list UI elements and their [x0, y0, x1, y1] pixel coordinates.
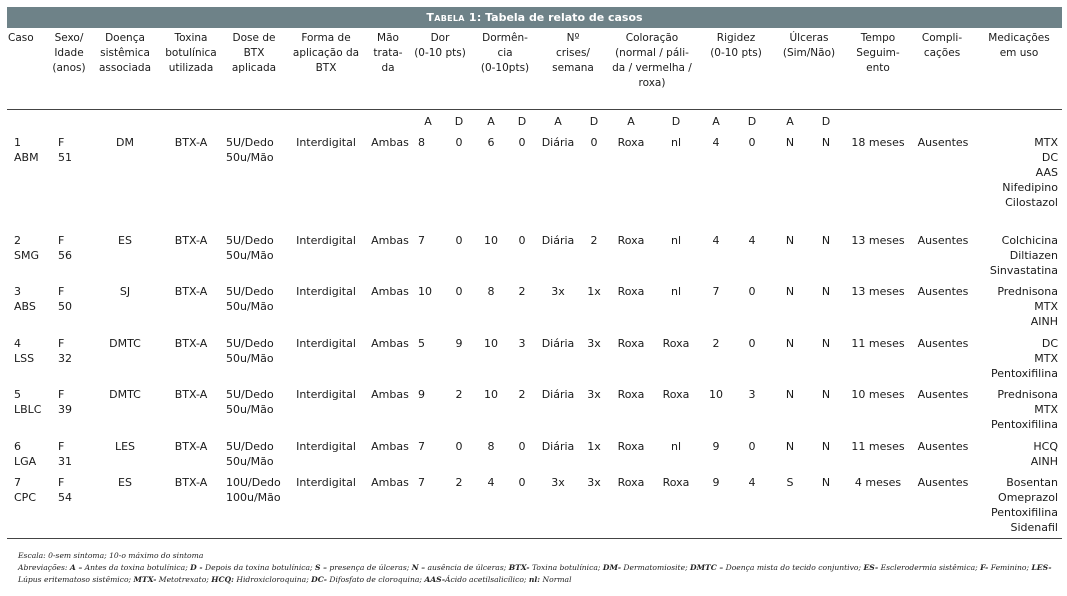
subheader-depois: D	[589, 115, 599, 128]
cell-ulc-a: N	[785, 440, 795, 453]
cell-dose: 5U/Dedo 50u/Mão	[226, 285, 274, 313]
cell-col-d: nl	[670, 234, 682, 247]
cell-mao: Ambas	[371, 440, 409, 453]
cell-dor-d: 9	[455, 337, 463, 350]
cell-sexo: F 51	[58, 136, 72, 164]
header-mao: Mão trata- da	[373, 32, 403, 74]
cell-toxina: BTX-A	[174, 285, 208, 298]
cell-dorm-d: 0	[518, 234, 526, 247]
subheader-antes: A	[554, 115, 562, 128]
cell-cr-d: 2	[590, 234, 598, 247]
cell-med: DC MTX Pentoxifilina	[990, 337, 1058, 380]
cell-col-a: Roxa	[617, 388, 645, 401]
cell-sexo: F 31	[58, 440, 72, 468]
cell-compl: Ausentes	[917, 337, 969, 350]
cell-tempo: 13 meses	[851, 285, 905, 298]
cell-toxina: BTX-A	[174, 136, 208, 149]
cell-rig-a: 4	[712, 136, 720, 149]
header-caso: Caso	[8, 32, 34, 44]
cell-forma: Interdigital	[296, 285, 356, 298]
abbreviation-key: ES-	[863, 563, 879, 572]
header-crises: Nº crises/ semana	[552, 32, 594, 74]
abbreviation-value: Ácido acetilsalicílico;	[445, 575, 529, 584]
cell-med: MTX DC AAS Nifedipino Cilostazol	[1002, 136, 1058, 209]
table-notes	[18, 550, 1058, 586]
cell-dor-d: 0	[455, 285, 463, 298]
abbreviations-prefix: Abreviações:	[18, 563, 70, 572]
abbreviation-key: DC-	[311, 575, 327, 584]
cell-doenca: SJ	[119, 285, 131, 298]
cell-compl: Ausentes	[917, 388, 969, 401]
cell-sexo: F 54	[58, 476, 72, 504]
cell-cr-d: 0	[590, 136, 598, 149]
abbreviation-value: Normal	[540, 575, 572, 584]
cell-doenca: ES	[118, 234, 132, 247]
cell-dor-a: 9	[418, 388, 425, 401]
abbreviation-value: Doença mista do tecido conjuntivo;	[723, 563, 864, 572]
cell-toxina: BTX-A	[174, 234, 208, 247]
cell-dose: 5U/Dedo 50u/Mão	[226, 234, 274, 262]
cell-cr-d: 3x	[587, 337, 601, 350]
table-title-text: : Tabela de relato de casos	[476, 11, 643, 24]
cell-dose: 5U/Dedo 50u/Mão	[226, 136, 274, 164]
cell-dose: 10U/Dedo 100u/Mão	[226, 476, 281, 504]
cell-sexo: F 50	[58, 285, 72, 313]
cell-cr-a: Diária	[541, 136, 575, 149]
cell-mao: Ambas	[371, 136, 409, 149]
cell-compl: Ausentes	[917, 136, 969, 149]
cell-caso: 2 SMG	[14, 234, 39, 262]
cell-cr-a: Diária	[541, 337, 575, 350]
cell-forma: Interdigital	[296, 388, 356, 401]
cell-dor-a: 7	[418, 440, 425, 453]
cell-dor-a: 8	[418, 136, 425, 149]
cell-cr-a: Diária	[541, 440, 575, 453]
abbreviation-value: ausência de úlceras;	[425, 563, 509, 572]
header-tempo: Tempo Seguim- ento	[856, 32, 900, 74]
header-coloracao: Coloração (normal / páli- da / vermelha / roxa)	[612, 32, 692, 89]
cell-caso: 6 LGA	[14, 440, 37, 468]
abbreviation-key: D -	[190, 563, 203, 572]
cell-cr-d: 1x	[587, 440, 601, 453]
cell-tempo: 18 meses	[851, 136, 905, 149]
cell-ulc-a: S	[786, 476, 794, 489]
cell-rig-d: 0	[748, 136, 756, 149]
cell-ulc-a: N	[785, 388, 795, 401]
abbreviation-value: Dermatomiosite;	[621, 563, 691, 572]
cell-col-d: Roxa	[662, 476, 690, 489]
cell-mao: Ambas	[371, 234, 409, 247]
subheader-antes: A	[786, 115, 794, 128]
cell-dorm-d: 2	[518, 285, 526, 298]
cell-med: Colchicina Diltiazen Sinvastatina	[989, 234, 1058, 277]
cell-ulc-d: N	[821, 285, 831, 298]
cell-dor-a: 7	[418, 476, 425, 489]
cell-dor-a: 10	[418, 285, 432, 298]
cell-doenca: ES	[118, 476, 132, 489]
cell-dorm-a: 10	[484, 337, 498, 350]
subheader-antes: A	[424, 115, 432, 128]
cell-ulc-d: N	[821, 337, 831, 350]
subheader-depois: D	[747, 115, 757, 128]
subheader-antes: A	[487, 115, 495, 128]
header-dor: Dor (0-10 pts)	[414, 32, 466, 59]
header-compl: Compli- cações	[921, 32, 963, 59]
cell-dorm-a: 8	[487, 285, 495, 298]
cell-dor-a: 5	[418, 337, 425, 350]
cell-doenca: LES	[114, 440, 136, 453]
cell-mao: Ambas	[371, 285, 409, 298]
cell-ulc-d: N	[821, 234, 831, 247]
cell-sexo: F 56	[58, 234, 72, 262]
cell-tempo: 13 meses	[851, 234, 905, 247]
subheader-depois: D	[517, 115, 527, 128]
cell-rig-a: 7	[712, 285, 720, 298]
cell-col-d: nl	[670, 136, 682, 149]
cell-sexo: F 39	[58, 388, 72, 416]
abbreviation-value: Difosfato de cloroquina;	[326, 575, 425, 584]
cell-rig-a: 9	[712, 476, 720, 489]
cell-toxina: BTX-A	[174, 440, 208, 453]
cell-rig-d: 0	[748, 440, 756, 453]
cell-rig-a: 2	[712, 337, 720, 350]
cell-col-d: Roxa	[662, 337, 690, 350]
abbreviation-value: Antes da toxina botulínica;	[82, 563, 191, 572]
cell-compl: Ausentes	[917, 285, 969, 298]
cell-forma: Interdigital	[296, 476, 356, 489]
header-med: Medicações em uso	[988, 32, 1050, 59]
cell-ulc-d: N	[821, 388, 831, 401]
cell-sexo: F 32	[58, 337, 72, 365]
cell-ulc-a: N	[785, 136, 795, 149]
cell-doenca: DMTC	[109, 337, 141, 350]
cell-cr-d: 1x	[587, 285, 601, 298]
scale-note: Escala: 0-sem sintoma; 10-o máximo do sintoma	[18, 551, 204, 560]
cell-caso: 3 ABS	[14, 285, 36, 313]
cell-doenca: DM	[116, 136, 134, 149]
cell-ulc-d: N	[821, 136, 831, 149]
cell-compl: Ausentes	[917, 476, 969, 489]
cell-mao: Ambas	[371, 476, 409, 489]
subheader-antes: A	[627, 115, 635, 128]
abbreviation-key: DMTC –	[690, 563, 724, 572]
table-bottom-border	[7, 538, 1062, 539]
cell-cr-a: Diária	[541, 234, 575, 247]
cell-compl: Ausentes	[917, 234, 969, 247]
abbreviation-value: Depois da toxina botulínica;	[202, 563, 316, 572]
abbreviation-key: LES-	[1031, 563, 1052, 572]
cell-rig-d: 4	[748, 234, 756, 247]
cell-dor-d: 0	[455, 234, 463, 247]
cell-med: Prednisona MTX Pentoxifilina	[990, 388, 1058, 431]
abbreviation-key: N –	[411, 563, 426, 572]
cell-dor-a: 7	[418, 234, 425, 247]
cell-dorm-d: 0	[518, 440, 526, 453]
cell-cr-d: 3x	[587, 388, 601, 401]
abbreviations-note	[18, 562, 1058, 586]
abbreviation-key: F-	[980, 563, 989, 572]
cell-med: Prednisona MTX AINH	[997, 285, 1058, 328]
cell-rig-a: 9	[712, 440, 720, 453]
cell-med: HCQ AINH	[1030, 440, 1058, 468]
cell-ulc-a: N	[785, 234, 795, 247]
cell-dorm-d: 0	[518, 136, 526, 149]
cell-rig-d: 4	[748, 476, 756, 489]
cell-mao: Ambas	[371, 388, 409, 401]
cell-dorm-d: 3	[518, 337, 526, 350]
cell-caso: 1 ABM	[14, 136, 39, 164]
cell-dor-d: 2	[455, 388, 463, 401]
cell-toxina: BTX-A	[174, 476, 208, 489]
cell-tempo: 10 meses	[851, 388, 905, 401]
header-divider	[7, 109, 1062, 110]
cell-rig-a: 4	[712, 234, 720, 247]
abbreviation-key: AAS-	[424, 575, 446, 584]
cell-col-d: Roxa	[662, 388, 690, 401]
cell-dor-d: 2	[455, 476, 463, 489]
cell-col-a: Roxa	[617, 440, 645, 453]
cell-col-a: Roxa	[617, 337, 645, 350]
cell-dor-d: 0	[455, 136, 463, 149]
cell-caso: 4 LSS	[14, 337, 35, 365]
cell-col-a: Roxa	[617, 476, 645, 489]
abbreviation-key: nl:	[528, 575, 541, 584]
cell-ulc-a: N	[785, 337, 795, 350]
header-ulceras: Úlceras (Sim/Não)	[782, 32, 836, 59]
header-forma: Forma de aplicação da BTX	[292, 32, 360, 74]
cell-rig-d: 0	[748, 337, 756, 350]
cell-dose: 5U/Dedo 50u/Mão	[226, 337, 274, 365]
cell-dorm-a: 8	[487, 440, 495, 453]
table-title	[7, 7, 1062, 28]
cell-col-a: Roxa	[617, 136, 645, 149]
subheader-antes: A	[712, 115, 720, 128]
abbreviation-key: MTX-	[133, 575, 157, 584]
abbreviation-value: Metotrexato;	[156, 575, 212, 584]
cell-forma: Interdigital	[296, 337, 356, 350]
cell-caso: 5 LBLC	[14, 388, 42, 416]
cell-dorm-a: 4	[487, 476, 495, 489]
abbreviation-key: BTX-	[508, 563, 530, 572]
cell-dorm-a: 10	[484, 388, 498, 401]
subheader-depois: D	[454, 115, 464, 128]
abbreviation-value: Esclerodermia sistêmica;	[878, 563, 981, 572]
abbreviation-key: DM-	[602, 563, 622, 572]
cell-cr-a: Diária	[541, 388, 575, 401]
cell-rig-d: 3	[748, 388, 756, 401]
cell-compl: Ausentes	[917, 440, 969, 453]
cell-cr-d: 3x	[587, 476, 601, 489]
header-toxina: Toxina botulínica utilizada	[165, 32, 217, 74]
header-rigidez: Rigidez (0-10 pts)	[710, 32, 762, 59]
cell-doenca: DMTC	[109, 388, 141, 401]
cell-col-a: Roxa	[617, 285, 645, 298]
abbreviation-value: Hidroxicloroquina;	[233, 575, 312, 584]
abbreviation-key: S –	[315, 563, 327, 572]
cell-med: Bosentan Omeprazol Pentoxifilina Sidenafil	[990, 476, 1058, 534]
cell-ulc-a: N	[785, 285, 795, 298]
abbreviation-value: presença de úlceras;	[326, 563, 412, 572]
cell-ulc-d: N	[821, 440, 831, 453]
cell-col-d: nl	[670, 440, 682, 453]
header-sexo: Sexo/ Idade (anos)	[52, 32, 86, 74]
cell-cr-a: 3x	[551, 476, 565, 489]
cell-rig-a: 10	[709, 388, 723, 401]
cell-dorm-a: 10	[484, 234, 498, 247]
cell-toxina: BTX-A	[174, 337, 208, 350]
cell-forma: Interdigital	[296, 136, 356, 149]
cell-tempo: 11 meses	[851, 440, 905, 453]
cell-toxina: BTX-A	[174, 388, 208, 401]
cell-caso: 7 CPC	[14, 476, 36, 504]
cell-dorm-d: 0	[518, 476, 526, 489]
cell-forma: Interdigital	[296, 234, 356, 247]
abbreviation-value: Lúpus eritematoso sistêmico;	[18, 575, 134, 584]
cell-dorm-d: 2	[518, 388, 526, 401]
abbreviation-value: Toxina botulínica;	[529, 563, 603, 572]
cell-tempo: 4 meses	[854, 476, 902, 489]
cell-rig-d: 0	[748, 285, 756, 298]
abbreviation-key: A –	[69, 563, 83, 572]
subheader-depois: D	[821, 115, 831, 128]
cell-col-a: Roxa	[617, 234, 645, 247]
cell-dose: 5U/Dedo 50u/Mão	[226, 440, 274, 468]
cell-ulc-d: N	[821, 476, 831, 489]
abbreviation-key: HCQ:	[211, 575, 234, 584]
cell-col-d: nl	[670, 285, 682, 298]
cell-dor-d: 0	[455, 440, 463, 453]
header-dose: Dose de BTX aplicada	[231, 32, 277, 74]
abbreviation-value: Feminino;	[988, 563, 1032, 572]
subheader-depois: D	[671, 115, 681, 128]
table-title-label: Tabela 1	[426, 11, 477, 24]
cell-tempo: 11 meses	[851, 337, 905, 350]
cell-cr-a: 3x	[551, 285, 565, 298]
cell-dose: 5U/Dedo 50u/Mão	[226, 388, 274, 416]
header-dorm: Dormên- cia (0-10pts)	[480, 32, 530, 74]
cell-mao: Ambas	[371, 337, 409, 350]
cell-dorm-a: 6	[487, 136, 495, 149]
cell-forma: Interdigital	[296, 440, 356, 453]
header-doenca: Doença sistêmica associada	[98, 32, 152, 74]
